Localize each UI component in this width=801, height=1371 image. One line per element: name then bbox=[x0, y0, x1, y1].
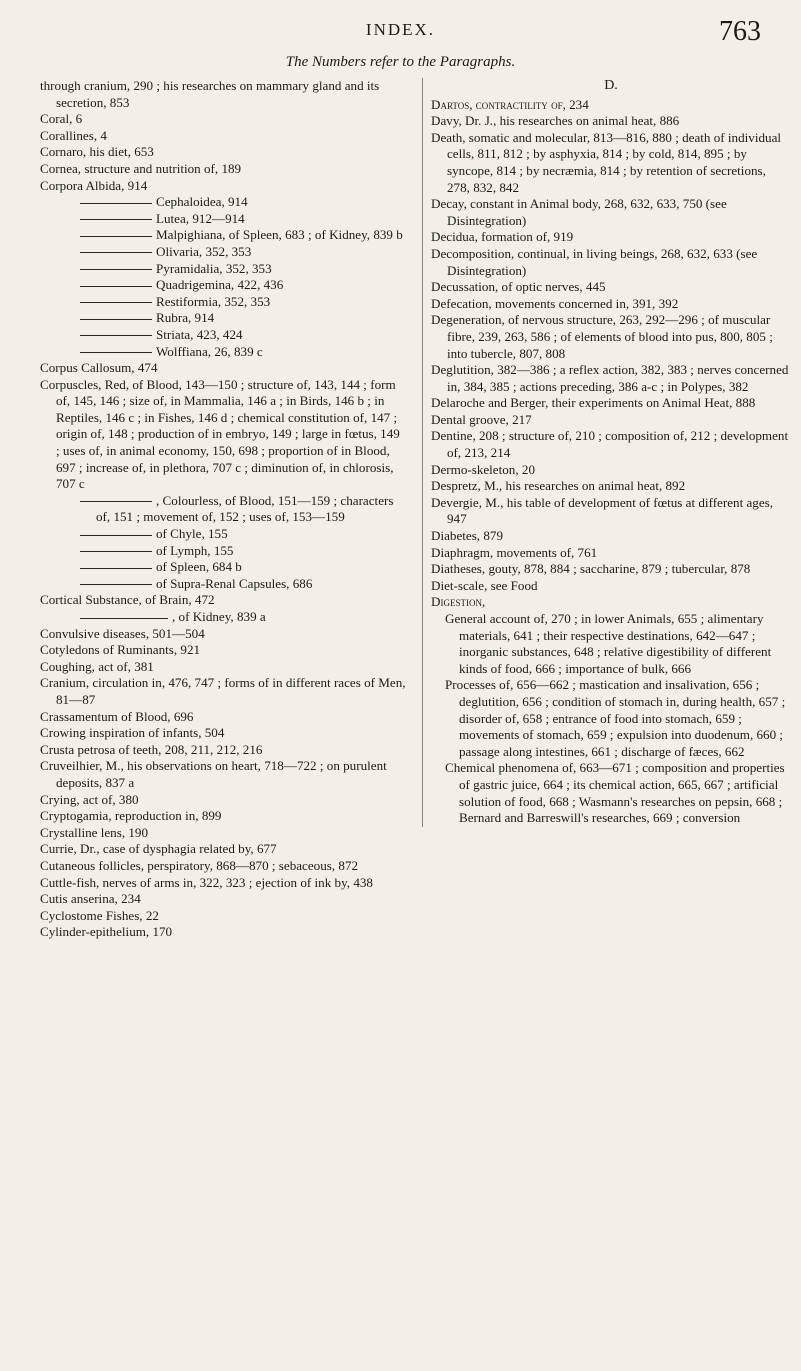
index-entry-text: Crying, act of, 380 bbox=[40, 791, 139, 807]
index-entry-text: Striata, 423, 424 bbox=[156, 326, 243, 342]
index-entry-text: Dermo-skeleton, 20 bbox=[431, 461, 535, 477]
index-entry-text: Corpuscles, Red, of Blood, 143—150 ; structure of, 143, 144 ; form of, 145, 146 ; size of, in Mammalia, 146 a ; in Birds, 146 b ; in Reptiles, 146 c ; in Fishes, 146 d ; chemical constitution of, 147 ; origin of, 148 ; production of in embryo, 149 ; large in fœtus, 149 ; uses of, in animal economy, 150, 698 ; proportion of in Blood, 697 ; increase of, in plethora, 707 c ; diminution of, in chlorosis, 707 c bbox=[40, 376, 400, 492]
index-entry bbox=[40, 592, 406, 609]
index-entry bbox=[431, 478, 791, 495]
index-entry bbox=[40, 161, 406, 178]
index-entry bbox=[431, 229, 791, 246]
index-entry bbox=[40, 875, 406, 892]
index-entry-text: Cornea, structure and nutrition of, 189 bbox=[40, 160, 242, 176]
index-entry bbox=[40, 576, 406, 593]
index-entry-text: Corallines, 4 bbox=[40, 127, 107, 143]
index-entry-text: of Chyle, 155 bbox=[156, 526, 228, 542]
index-entry bbox=[40, 841, 406, 858]
index-entry-text: Diabetes, 879 bbox=[431, 528, 503, 544]
index-entry-text: Rubra, 914 bbox=[156, 310, 215, 326]
index-entry bbox=[40, 758, 406, 791]
index-entry-text: Coughing, act of, 381 bbox=[40, 658, 154, 674]
page-number: 763 bbox=[719, 16, 761, 47]
index-column-right bbox=[422, 78, 791, 827]
index-entry-text: Wolffiana, 26, 839 c bbox=[156, 343, 263, 359]
index-entry bbox=[40, 725, 406, 742]
index-entry-text: Decidua, formation of, 919 bbox=[431, 229, 574, 245]
index-entry-text: Crassamentum of Blood, 696 bbox=[40, 708, 194, 724]
index-entry bbox=[431, 312, 791, 362]
index-entry-text: , Colourless, of Blood, 151—159 ; characters of, 151 ; movement of, 152 ; uses of, 153—159 bbox=[96, 492, 394, 525]
index-entry bbox=[40, 792, 406, 809]
index-entry-text: Corpora Albida, 914 bbox=[40, 177, 148, 193]
index-entry-text: Dental groove, 217 bbox=[431, 411, 532, 427]
index-entry bbox=[40, 244, 406, 261]
ditto-rule bbox=[80, 203, 152, 204]
index-entry-text: Chemical phenomena of, 663—671 ; composition and properties of gastric juice, 664 ; its chemical action, 665, 667 ; artificial solution of food, 668 ; Wasmann's researches on pepsin, 668 ; Bernard and Barreswill's researches, 669 ; conversion bbox=[445, 760, 785, 826]
ditto-rule bbox=[80, 551, 152, 552]
index-entry bbox=[40, 908, 406, 925]
page-subtitle: The Numbers refer to the Paragraphs. bbox=[285, 54, 516, 70]
index-entry-text: Cephaloidea, 914 bbox=[156, 194, 248, 210]
index-entry-text: Corpus Callosum, 474 bbox=[40, 360, 158, 376]
index-entry-text: Crusta petrosa of teeth, 208, 211, 212, 216 bbox=[40, 741, 263, 757]
index-entry bbox=[431, 495, 791, 528]
index-entry-text: Dentine, 208 ; structure of, 210 ; composition of, 212 ; development of, 213, 214 bbox=[431, 428, 789, 461]
index-entry bbox=[40, 211, 406, 228]
index-entry-text: Deglutition, 382—386 ; a reflex action, 382, 383 ; nerves concerned in, 384, 385 ; actions preceding, 386 a-c ; in Polypes, 382 bbox=[431, 362, 789, 394]
ditto-rule bbox=[80, 302, 152, 303]
ditto-rule bbox=[80, 584, 152, 585]
ditto-rule bbox=[80, 252, 152, 253]
index-entry bbox=[40, 194, 406, 211]
index-entry-text: Decomposition, continual, in living beings, 268, 632, 633 (see Disintegration) bbox=[431, 245, 758, 278]
index-entry bbox=[431, 246, 791, 279]
ditto-rule bbox=[80, 535, 152, 536]
index-entry bbox=[40, 261, 406, 278]
section-letter: D. bbox=[604, 78, 618, 93]
index-entry bbox=[40, 277, 406, 294]
index-entry-text: Diaphragm, movements of, 761 bbox=[431, 544, 598, 560]
index-entry-text: Pyramidalia, 352, 353 bbox=[156, 260, 272, 276]
index-entry-text: Cruveilhier, M., his observations on heart, 718—722 ; on purulent deposits, 837 a bbox=[40, 758, 387, 790]
index-entry-text: Quadrigemina, 422, 436 bbox=[156, 277, 284, 293]
ditto-rule bbox=[80, 501, 152, 502]
index-entry bbox=[40, 128, 406, 145]
ditto-rule bbox=[80, 269, 152, 270]
index-entry-text: Cornaro, his diet, 653 bbox=[40, 144, 154, 160]
running-head bbox=[0, 14, 801, 54]
index-entry bbox=[431, 677, 791, 760]
ditto-rule bbox=[80, 236, 152, 237]
index-entry-text: of Lymph, 155 bbox=[156, 542, 234, 558]
index-entry bbox=[40, 344, 406, 361]
index-entry bbox=[40, 178, 406, 195]
index-entry-text: Degeneration, of nervous structure, 263, 292—296 ; of muscular fibre, 239, 263, 586 ; of elements of blood into pus, 800, 805 ; into tubercle, 807, 808 bbox=[431, 312, 773, 361]
index-entry bbox=[40, 659, 406, 676]
index-entry-text: Devergie, M., his table of development of fœtus at different ages, 947 bbox=[431, 494, 774, 527]
index-entry bbox=[431, 97, 791, 114]
index-entry-text: Cryptogamia, reproduction in, 899 bbox=[40, 808, 222, 824]
index-entry-text: Cuttle-fish, nerves of arms in, 322, 323 ; ejection of ink by, 438 bbox=[40, 874, 373, 890]
index-entry bbox=[40, 543, 406, 560]
index-entry-text: Malpighiana, of Spleen, 683 ; of Kidney, 839 b bbox=[156, 227, 403, 243]
index-entry bbox=[40, 675, 406, 708]
index-entry-text: , of Kidney, 839 a bbox=[172, 609, 266, 624]
index-entry-text: Currie, Dr., case of dysphagia related by, 677 bbox=[40, 841, 277, 857]
index-entry bbox=[40, 626, 406, 643]
index-entry bbox=[40, 360, 406, 377]
index-entry bbox=[40, 891, 406, 908]
index-entry bbox=[431, 528, 791, 545]
index-entry-text: through cranium, 290 ; his researches on mammary gland and its secretion, 853 bbox=[40, 78, 380, 110]
index-entry-text: Davy, Dr. J., his researches on animal heat, 886 bbox=[431, 113, 680, 129]
index-entry-text: Decay, constant in Animal body, 268, 632, 633, 750 (see Disintegration) bbox=[431, 196, 727, 228]
index-entry-text: Cotyledons of Ruminants, 921 bbox=[40, 642, 201, 658]
index-entry bbox=[40, 78, 406, 111]
index-entry bbox=[431, 395, 791, 412]
index-entry-text: General account of, 270 ; in lower Animals, 655 ; alimentary materials, 641 ; their respective destinations, 642—647 ; inorganic substances, 648 ; relative digestibility of different kinds of food, 666 ; importance of bulk, 666 bbox=[445, 611, 772, 676]
index-entry bbox=[431, 760, 791, 826]
index-entry-text: Diatheses, gouty, 878, 884 ; saccharine, 879 ; tubercular, 878 bbox=[431, 561, 751, 577]
index-entry-text: of Supra-Renal Capsules, 686 bbox=[156, 575, 313, 591]
index-entry bbox=[40, 742, 406, 759]
ditto-rule bbox=[80, 618, 168, 619]
index-entry bbox=[431, 594, 791, 611]
index-entry bbox=[431, 412, 791, 429]
index-entry bbox=[40, 377, 406, 493]
index-entry-text: Lutea, 912—914 bbox=[156, 210, 245, 226]
index-entry-text: Convulsive diseases, 501—504 bbox=[40, 625, 205, 641]
index-entry bbox=[40, 294, 406, 311]
index-entry-text: Restiformia, 352, 353 bbox=[156, 293, 271, 309]
index-entry bbox=[431, 561, 791, 578]
index-column-right-body bbox=[431, 97, 791, 827]
index-entry-text: Diet-scale, see Food bbox=[431, 577, 538, 593]
index-entry bbox=[40, 526, 406, 543]
index-entry-text: Cyclostome Fishes, 22 bbox=[40, 907, 159, 923]
index-entry-text: Delaroche and Berger, their experiments on Animal Heat, 888 bbox=[431, 395, 756, 411]
index-entry bbox=[40, 924, 406, 941]
index-entry-text: of Spleen, 684 b bbox=[156, 559, 242, 575]
index-entry bbox=[40, 642, 406, 659]
index-entry bbox=[40, 825, 406, 842]
index-entry-text: Processes of, 656—662 ; mastication and insalivation, 656 ; deglutition, 656 ; condition of stomach in, during health, 657 ; disorder of, 658 ; entrance of food into stomach, 659 ; movements of stomach, 659 ; expulsion into duodenum, 660 ; passage along intestines, 661 ; discharge of fæces, 662 bbox=[445, 677, 786, 759]
index-entry bbox=[40, 227, 406, 244]
index-column-left bbox=[40, 78, 406, 941]
index-entry-text: Digestion, bbox=[431, 594, 486, 610]
index-entry-text: Decussation, of optic nerves, 445 bbox=[431, 279, 606, 295]
ditto-rule bbox=[80, 352, 152, 353]
index-entry bbox=[431, 296, 791, 313]
index-entry bbox=[431, 279, 791, 296]
page-title: INDEX. bbox=[365, 20, 436, 39]
index-entry-text: Cylinder-epithelium, 170 bbox=[40, 924, 173, 940]
index-entry bbox=[40, 858, 406, 875]
ditto-rule bbox=[80, 286, 152, 287]
index-entry bbox=[431, 462, 791, 479]
ditto-rule bbox=[80, 219, 152, 220]
index-entry bbox=[40, 327, 406, 344]
ditto-rule bbox=[80, 335, 152, 336]
index-entry bbox=[431, 113, 791, 130]
index-entry bbox=[40, 559, 406, 576]
index-entry bbox=[431, 362, 791, 395]
index-entry bbox=[431, 130, 791, 196]
index-entry-text: Cutaneous follicles, perspiratory, 868—870 ; sebaceous, 872 bbox=[40, 857, 359, 873]
index-entry bbox=[40, 808, 406, 825]
index-entry bbox=[40, 493, 406, 526]
ditto-rule bbox=[80, 319, 152, 320]
index-entry-text: Defecation, movements concerned in, 391, 392 bbox=[431, 295, 679, 311]
index-entry bbox=[431, 611, 791, 677]
index-entry bbox=[431, 578, 791, 595]
index-entry bbox=[40, 310, 406, 327]
index-entry-text: Crowing inspiration of infants, 504 bbox=[40, 725, 225, 741]
index-entry bbox=[431, 196, 791, 229]
index-entry-text: Crystalline lens, 190 bbox=[40, 824, 149, 840]
index-entry-text: Dartos, contractility of, 234 bbox=[431, 96, 589, 112]
ditto-rule bbox=[80, 568, 152, 569]
index-entry bbox=[40, 709, 406, 726]
index-entry bbox=[40, 609, 406, 626]
index-entry-text: Cutis anserina, 234 bbox=[40, 891, 141, 907]
index-entry bbox=[40, 111, 406, 128]
index-entry-text: Cortical Substance, of Brain, 472 bbox=[40, 592, 215, 608]
index-entry-text: Coral, 6 bbox=[40, 111, 83, 127]
index-entry bbox=[431, 545, 791, 562]
index-entry-text: Death, somatic and molecular, 813—816, 880 ; death of individual cells, 811, 812 ; by asphyxia, 814 ; by cold, 814, 895 ; by syncope, 814 ; by necræmia, 814 ; by retention of secretions, 278, 832, 842 bbox=[431, 129, 782, 195]
index-entry-text: Olivaria, 352, 353 bbox=[156, 243, 252, 259]
index-entry-text: Despretz, M., his researches on animal heat, 892 bbox=[431, 478, 686, 494]
index-entry bbox=[40, 144, 406, 161]
index-entry bbox=[431, 428, 791, 461]
index-entry-text: Cranium, circulation in, 476, 747 ; forms of in different races of Men, 81—87 bbox=[40, 675, 406, 707]
